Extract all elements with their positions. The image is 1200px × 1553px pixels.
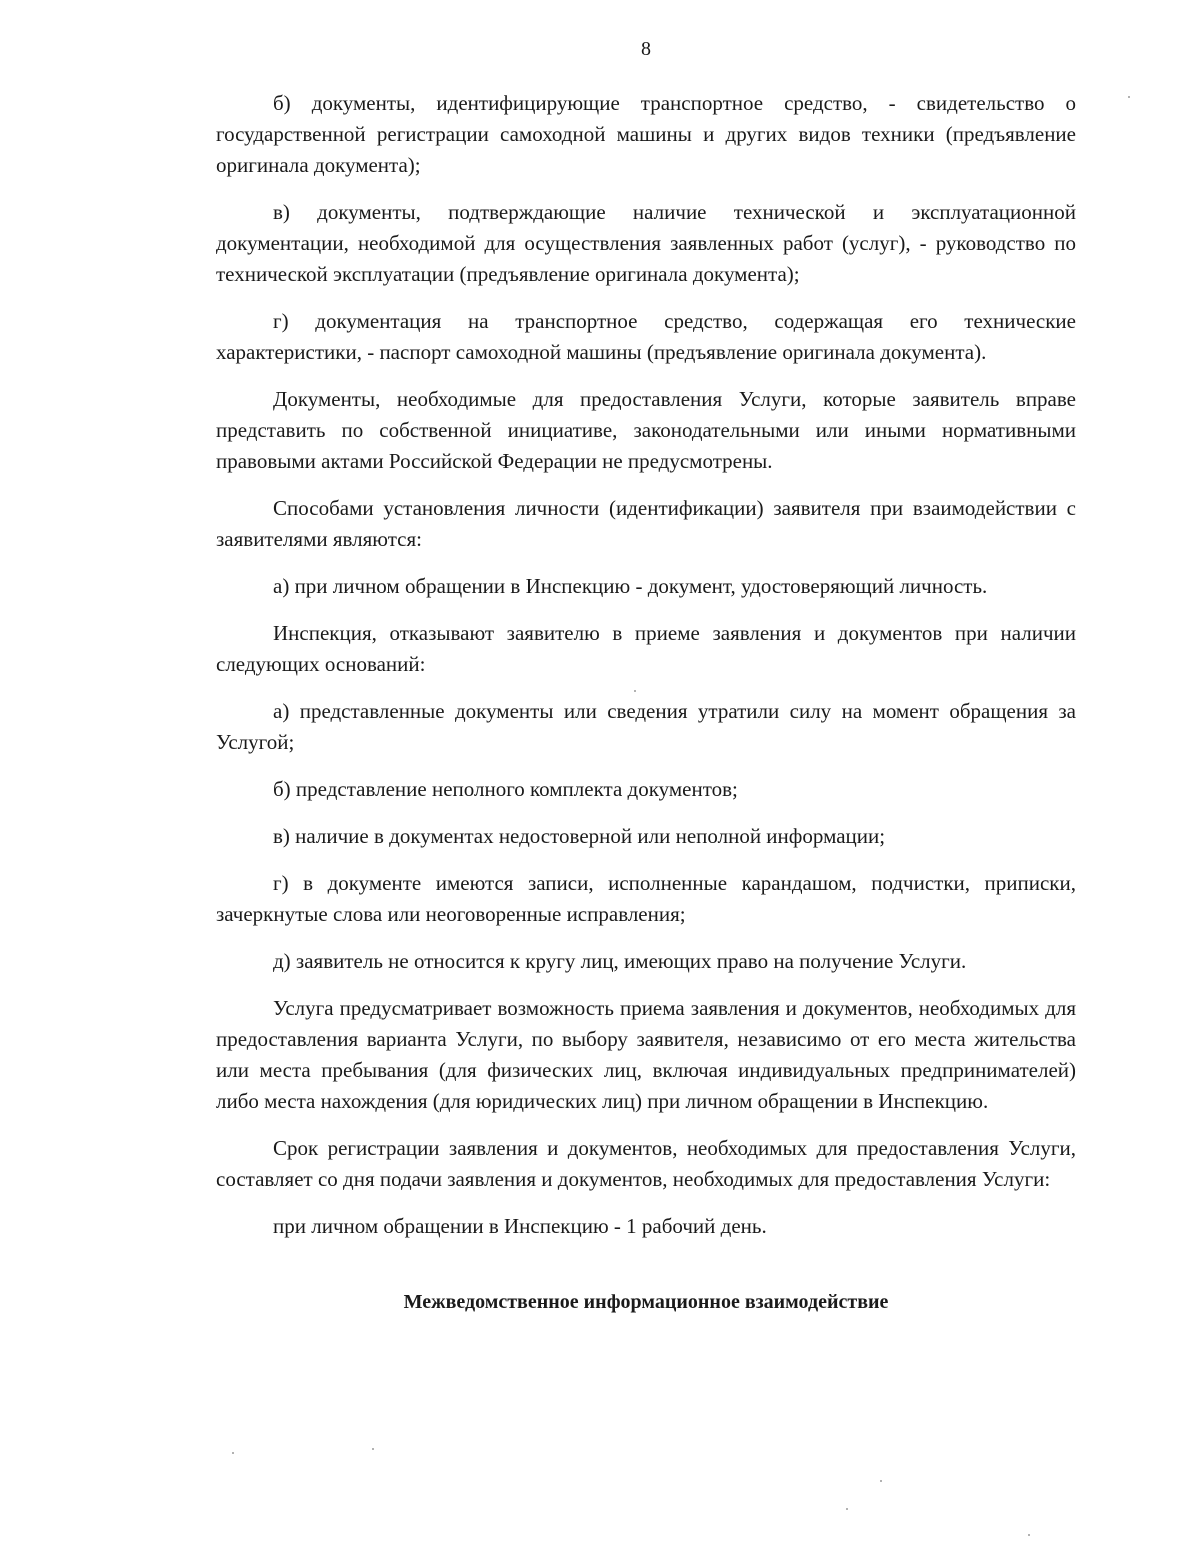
paragraph-b-vehicle-documents: б) документы, идентифицирующие транспортное средство, - свидетельство о государственной регистрации самоходной машины и других видов техники (предъявление оригинала документа); bbox=[216, 91, 1076, 177]
paragraph-registration-term-personal: при личном обращении в Инспекцию - 1 рабочий день. bbox=[273, 1214, 767, 1238]
paragraph-g-vehicle-passport: г) документация на транспортное средство, содержащая его технические характеристики, - паспорт самоходной машины (предъявление оригинала документа). bbox=[216, 309, 1076, 364]
scan-speck bbox=[372, 1448, 374, 1450]
scan-speck bbox=[1028, 1534, 1030, 1536]
paragraph-refusal-v: в) наличие в документах недостоверной или неполной информации; bbox=[273, 824, 886, 848]
scan-speck bbox=[1128, 96, 1130, 98]
paragraph-refusal-g: г) в документе имеются записи, исполненные карандашом, подчистки, приписки, зачеркнутые слова или неоговоренные исправления; bbox=[216, 871, 1076, 926]
paragraph-optional-documents: Документы, необходимые для предоставления Услуги, которые заявитель вправе представить по собственной инициативе, законодательными или иными нормативными правовыми актами Российской Федерации не предусмотрены. bbox=[216, 387, 1076, 473]
scan-speck bbox=[880, 1480, 882, 1482]
paragraph-refusal-b: б) представление неполного комплекта документов; bbox=[273, 777, 738, 801]
scan-speck bbox=[634, 690, 636, 692]
section-heading: Межведомственное информационное взаимодействие bbox=[403, 1291, 889, 1313]
paragraph-refusal-grounds: Инспекция, отказывают заявителю в приеме заявления и документов при наличии следующих оснований: bbox=[216, 621, 1076, 676]
paragraph-a-personal-visit: а) при личном обращении в Инспекцию - документ, удостоверяющий личность. bbox=[273, 574, 988, 598]
scan-speck bbox=[846, 1508, 848, 1510]
scan-speck bbox=[232, 1452, 234, 1454]
document-body bbox=[216, 88, 1076, 1316]
paragraph-service-availability: Услуга предусматривает возможность приема заявления и документов, необходимых для предоставления варианта Услуги, по выбору заявителя, независимо от его места жительства или места пребывания (для физических лиц, включая индивидуальных предпринимателей) либо места нахождения (для юридических лиц) при личном обращении в Инспекцию. bbox=[216, 996, 1076, 1113]
paragraph-registration-term: Срок регистрации заявления и документов, необходимых для предоставления Услуги, составляет со дня подачи заявления и документов, необходимых для предоставления Услуги: bbox=[216, 1136, 1076, 1191]
paragraph-v-technical-documentation: в) документы, подтверждающие наличие технической и эксплуатационной документации, необходимой для осуществления заявленных работ (услуг), - руководство по технической эксплуатации (предъявление оригинала документа); bbox=[216, 200, 1076, 286]
paragraph-refusal-d: д) заявитель не относится к кругу лиц, имеющих право на получение Услуги. bbox=[273, 949, 967, 973]
paragraph-refusal-a: а) представленные документы или сведения утратили силу на момент обращения за Услугой; bbox=[216, 699, 1076, 754]
paragraph-identification-methods: Способами установления личности (идентификации) заявителя при взаимодействии с заявителями являются: bbox=[216, 496, 1076, 551]
page-number: 8 bbox=[641, 38, 651, 60]
